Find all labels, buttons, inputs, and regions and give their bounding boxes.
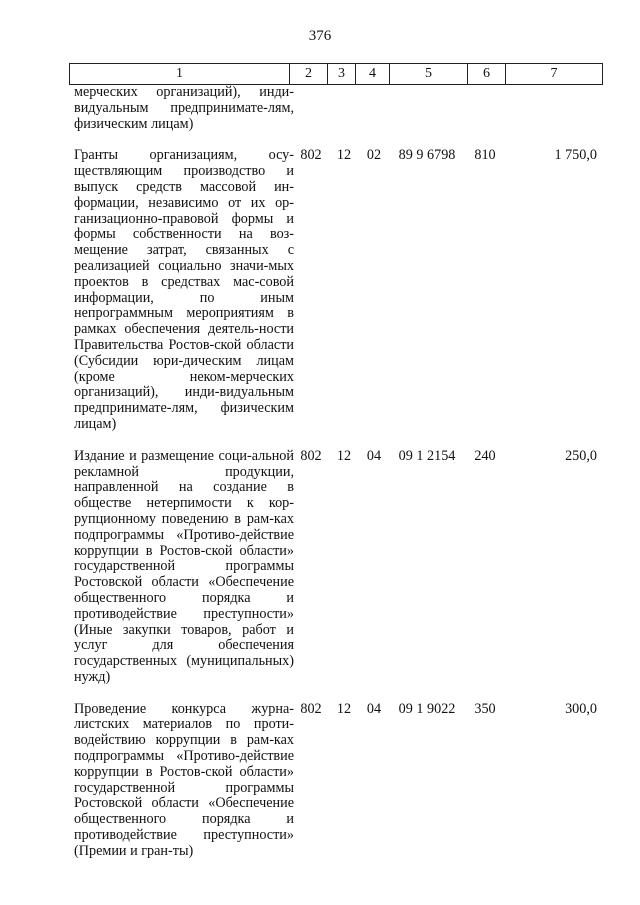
- table-row: [69, 702, 603, 860]
- row-section: 12: [336, 147, 352, 164]
- header-col-5: 5: [390, 64, 468, 84]
- page-number: 376: [308, 28, 332, 44]
- table-row: [69, 449, 603, 686]
- header-col-2: 2: [290, 64, 328, 84]
- row-amount: 250,0: [565, 447, 597, 464]
- row-amount: 1 750,0: [554, 147, 597, 164]
- table-header-row: [69, 63, 603, 85]
- header-col-1: 1: [70, 64, 290, 84]
- row-amount: 300,0: [565, 700, 597, 717]
- table-row: [69, 148, 603, 432]
- header-col-6: 6: [468, 64, 506, 84]
- row-expense-type: 350: [474, 700, 496, 717]
- header-col-4: 4: [356, 64, 390, 84]
- row-section: 12: [336, 447, 352, 464]
- row-description: Гранты организациям, осу-ществляющим производство и выпуск средств массовой ин-формации, независимо от их ор-ганизационно-правовой формы и формы собственности на воз-мещение затрат, связанных с реализацией социально значи-мых проектов в средствах мас-совой информации, по иным непрограммным мероприятиям в рамках обеспечения деятель-ности Правительства Ростов-ской области (Субсидии юри-дическим лицам (кроме неком-мерческих организаций), инди-видуальным предпринимате-лям, физическим лицам): [74, 147, 294, 432]
- row-subsection: 04: [366, 700, 382, 717]
- row-description: Издание и размещение соци-альной рекламной продукции, направленной на создание в обществе нетерпимости к кор-рупционному поведению в рам-ках подпрограммы «Противо-действие коррупции в Ростов-ской области» государственной программы Ростовской области «Обеспечение общественного порядка и противодействие преступности» (Иные закупки товаров, работ и услуг для обеспечения государственных (муниципальных) нужд): [74, 447, 294, 685]
- row-section: 12: [336, 700, 352, 717]
- row-target-item: 09 1 9022: [398, 700, 456, 717]
- row-code-ministry: 802: [300, 447, 322, 464]
- row-subsection: 02: [366, 147, 382, 164]
- row-code-ministry: 802: [300, 147, 322, 164]
- row-description: Проведение конкурса журна-листских материалов по проти-водействию коррупции в рам-ках подпрограммы «Противо-действие коррупции в Ростов-ской области» государственной программы Ростовской области «Обеспечение общественного порядка и противодействие преступности» (Премии и гран-ты): [74, 700, 294, 859]
- header-col-7: 7: [550, 66, 558, 81]
- row-code-ministry: 802: [300, 700, 322, 717]
- row-subsection: 04: [366, 447, 382, 464]
- table-body: [69, 85, 603, 860]
- row-target-item: 89 9 6798: [398, 147, 456, 164]
- row-target-item: 09 1 2154: [398, 447, 456, 464]
- continuation-row: [69, 85, 603, 132]
- row-expense-type: 810: [474, 147, 496, 164]
- row-expense-type: 240: [474, 447, 496, 464]
- continuation-text: мерческих организаций), инди-видуальным предпринимате-лям, физическим лицам): [74, 84, 294, 132]
- header-col-3: 3: [328, 64, 356, 84]
